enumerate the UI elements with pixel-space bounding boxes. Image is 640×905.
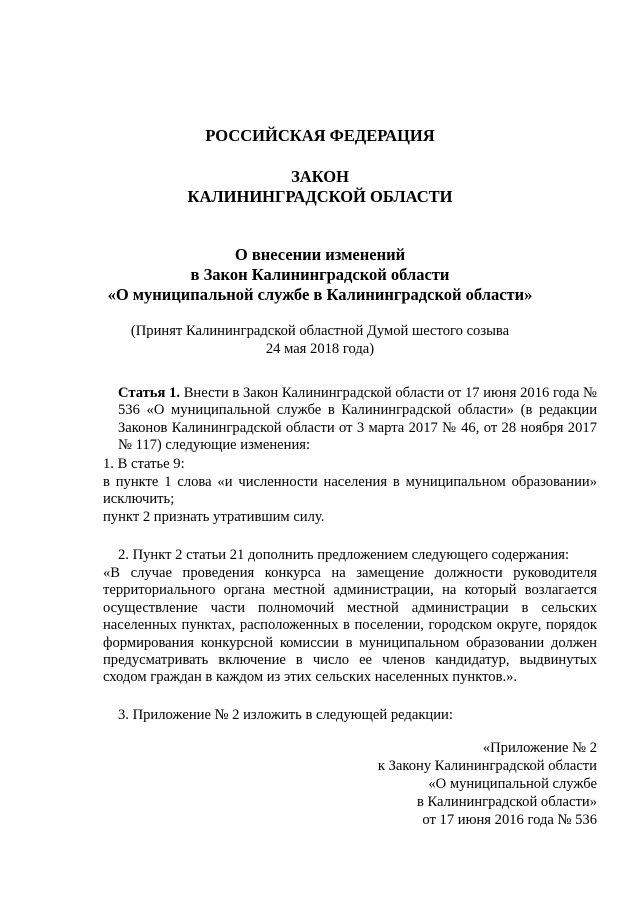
article-1-item-1: 1. В статье 9: [103, 456, 185, 472]
adoption-line-2: 24 мая 2018 года) [265, 341, 375, 357]
law-title-line-1: О внесении изменений [234, 245, 406, 264]
item-2-intro: 2. Пункт 2 статьи 21 дополнить предложением следующего содержания: [118, 547, 570, 563]
article-1-text: Внести в Закон Калининградской области от 17 июня 2016 года № 536 «О муниципальной службе в Калининградской области» (в редакции Законов Калининградской области от 3 марта 2017 № 46, от 28 ноября 2017 № 117) следующие изменения: [118, 385, 597, 454]
article-1-item-1-b: пункт 2 признать утратившим силу. [103, 509, 325, 525]
item-3-text: 3. Приложение № 2 изложить в следующей редакции: [118, 707, 453, 723]
appendix-line-1: «Приложение № 2 [482, 740, 597, 756]
article-1 [103, 385, 597, 455]
appendix-line-4: в Калининградской области» [416, 794, 597, 810]
country-heading: РОССИЙСКАЯ ФЕДЕРАЦИЯ [205, 126, 435, 145]
region-heading: КАЛИНИНГРАДСКОЙ ОБЛАСТИ [187, 187, 453, 206]
appendix-line-5: от 17 июня 2016 года № 536 [422, 812, 597, 828]
appendix-line-3: «О муниципальной службе [428, 776, 597, 792]
appendix-line-2: к Закону Калининградской области [377, 758, 597, 774]
article-1-intro [103, 385, 597, 455]
adoption-line-1: (Принят Калининградской областной Думой шестого созыва [130, 323, 510, 339]
item-2-text: «В случае проведения конкурса на замещение должности руководителя территориального органа местной администрации, на который возлагается осуществление части полномочий местной администрации в сельских населенных пунктах, расположенных в поселении, городском округе, порядок формирования конкурсной комиссии в муниципальном образовании должен предусматривать включение в число ее членов кандидатур, выдвинутых сходом граждан в каждом из этих сельских населенных пунктов.». [103, 565, 597, 686]
law-title-line-3: «О муниципальной службе в Калининградской области» [107, 285, 533, 304]
article-1-label: Статья 1. [118, 385, 181, 401]
doc-type-heading: ЗАКОН [291, 167, 349, 186]
law-title-line-2: в Закон Калининградской области [190, 265, 450, 284]
article-1-item-1-a: в пункте 1 слова «и численности населения в муниципальном образовании» исключить; [103, 474, 597, 508]
